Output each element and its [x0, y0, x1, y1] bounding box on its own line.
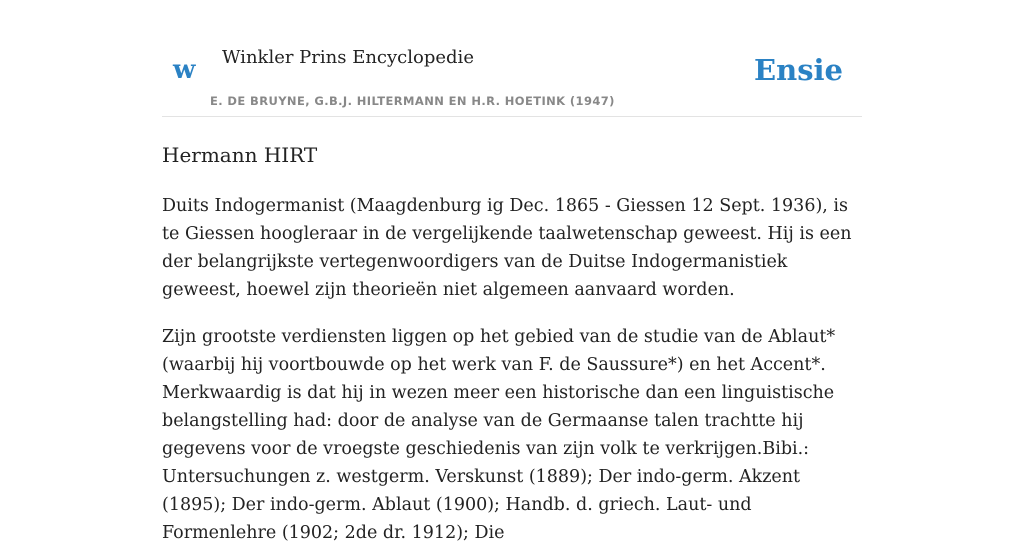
article-title: Hermann HIRT: [162, 143, 318, 167]
encyclopedia-title-link[interactable]: Winkler Prins Encyclopedie: [222, 47, 474, 68]
brand-logo-link[interactable]: Ensie: [754, 53, 843, 87]
encyclopedia-logo-icon[interactable]: w: [173, 55, 196, 85]
article: [162, 138, 866, 547]
authors-line: E. DE BRUYNE, G.B.J. HILTERMANN EN H.R. HOETINK (1947): [210, 94, 615, 108]
article-paragraph: Duits Indogermanist (Maagdenburg ig Dec. 1865 - Giessen 12 Sept. 1936), is te Giessen hoogleraar in de vergelijkende taalwetenschap geweest. Hij is een der belangrijkste vertegenwoordigers van de Duitse Indogermanistiek geweest, hoewel zijn theorieën niet algemeen aanvaard worden.: [162, 196, 852, 300]
article-paragraph: Zijn grootste verdiensten liggen op het gebied van de studie van de Ablaut* (waarbij hij voortbouwde op het werk van F. de Saussure*) en het Accent*. Merkwaardig is dat hij in wezen meer een historische dan een linguistische belangstelling had: door de analyse van de Germaanse talen trachtte hij gegevens voor de vroegste geschiedenis van zijn volk te verkrijgen.Bibi.: Untersuchungen z. westgerm. Verskunst (1889); Der indo-germ. Akzent (1895); Der indo-germ. Ablaut (1900); Handb. d. griech. Laut- und Formenlehre (1902; 2de dr. 1912); Die: [162, 327, 836, 543]
site-header: [162, 0, 862, 117]
